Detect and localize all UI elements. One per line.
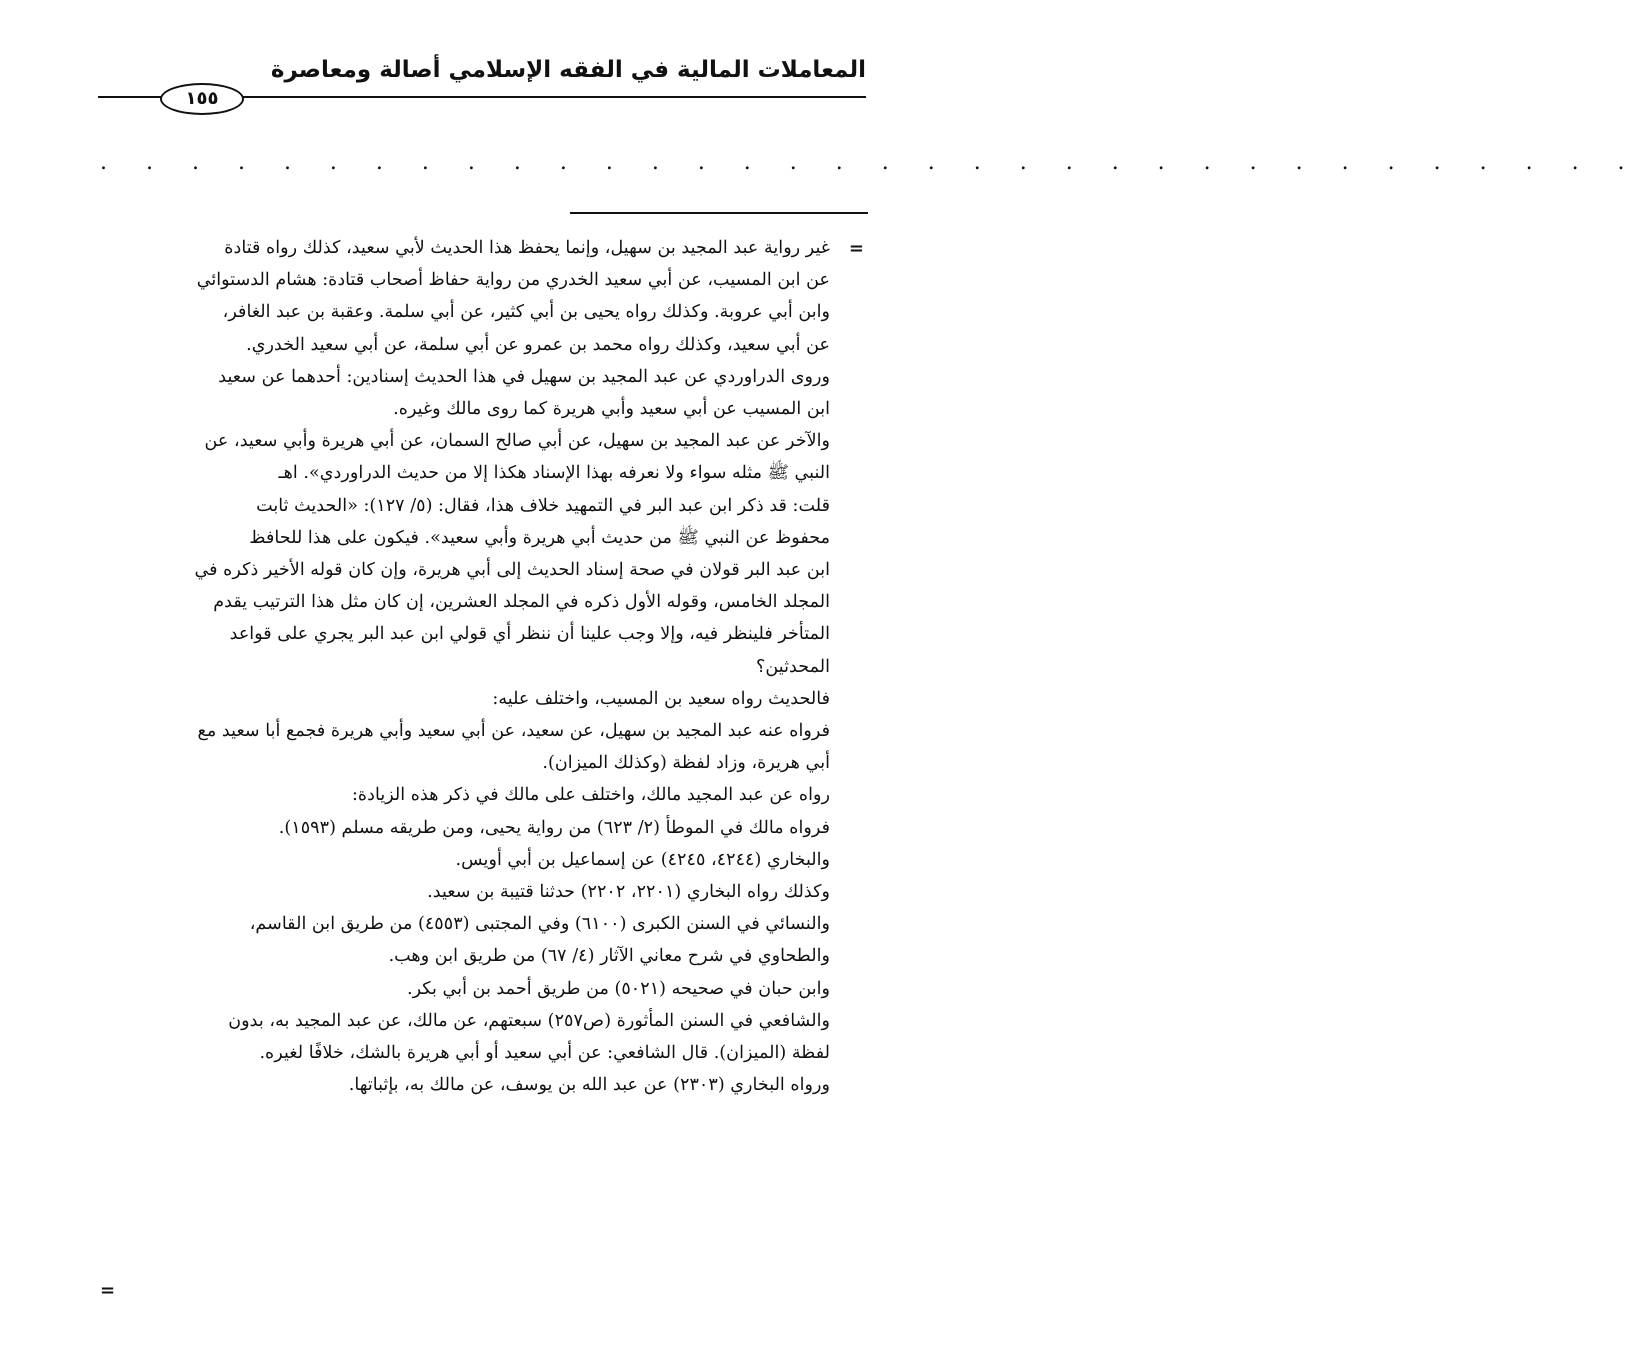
- footnote-line: لفظة (الميزان). قال الشافعي: عن أبي سعيد أو أبي هريرة بالشك، خلافًا لغيره.: [259, 1043, 830, 1064]
- footnote-continuation-mark-bottom: =: [100, 1280, 116, 1301]
- footnote-line: أبي هريرة، وزاد لفظة (وكذلك الميزان).: [542, 753, 830, 774]
- running-header-title: المعاملات المالية في الفقه الإسلامي أصالة ومعاصرة: [270, 57, 866, 83]
- footnote-line: والبخاري (٤٢٤٤، ٤٢٤٥) عن إسماعيل بن أبي أويس.: [455, 849, 830, 870]
- footnote-line: وابن حبان في صحيحه (٥٠٢١) من طريق أحمد بن أبي بكر.: [407, 978, 830, 999]
- footnote-line: ورواه البخاري (٢٣٠٣) عن عبد الله بن يوسف، عن مالك به، بإثباتها.: [348, 1075, 830, 1096]
- footnote-line: المتأخر فلينظر فيه، وإلا وجب علينا أن ننظر أي قولي ابن عبد البر يجري على قواعد: [229, 624, 830, 645]
- footnote-line: قلت: قد ذكر ابن عبد البر في التمهيد خلاف هذا، فقال: (٥/ ١٢٧): «الحديث ثابت: [256, 495, 830, 516]
- footnote-line: غير رواية عبد المجيد بن سهيل، وإنما يحفظ هذا الحديث لأبي سعيد، كذلك رواه قتادة: [224, 238, 830, 258]
- footnote-line: والآخر عن عبد المجيد بن سهيل، عن أبي صالح السمان، عن أبي هريرة وأبي سعيد، عن: [204, 431, 830, 452]
- footnote-line: رواه عن عبد المجيد مالك، واختلف على مالك في ذكر هذه الزيادة:: [351, 785, 830, 806]
- footnote-line: والطحاوي في شرح معاني الآثار (٤/ ٦٧) من طريق ابن وهب.: [388, 946, 830, 967]
- footnote-line: وابن أبي عروبة. وكذلك رواه يحيى بن أبي كثير، عن أبي سلمة. وعقبة بن عبد الغافر،: [222, 302, 830, 323]
- footnote-line: المجلد الخامس، وقوله الأول ذكره في المجلد العشرين، إن كان مثل هذا الترتيب يقدم: [213, 592, 830, 613]
- footnote-line: محفوظ عن النبي ﷺ من حديث أبي هريرة وأبي سعيد». فيكون على هذا للحافظ: [249, 527, 830, 548]
- footnote-body: [100, 232, 830, 1101]
- footnote-line: والنسائي في السنن الكبرى (٦١٠٠) وفي المجتبى (٤٥٥٣) من طريق ابن القاسم،: [249, 914, 830, 935]
- footnote-line: النبي ﷺ مثله سواء ولا نعرفه بهذا الإسناد هكذا إلا من حديث الدراوردي». اهـ: [278, 463, 830, 484]
- footnote-line: ابن عبد البر قولان في صحة إسناد الحديث إلى أبي هريرة، وإن كان قوله الأخير ذكره في: [194, 560, 830, 581]
- footnote-line: عن أبي سعيد، وكذلك رواه محمد بن عمرو عن أبي سلمة، عن أبي سعيد الخدري.: [246, 334, 830, 355]
- footnote-continuation-mark-top: =: [848, 238, 864, 259]
- footnote-line: وكذلك رواه البخاري (٢٢٠١، ٢٢٠٢) حدثنا قتيبة بن سعيد.: [427, 882, 830, 903]
- footnote-line: والشافعي في السنن المأثورة (ص٢٥٧) سبعتهم، عن مالك، عن عبد المجيد به، بدون: [228, 1010, 830, 1031]
- footnote-line: فالحديث رواه سعيد بن المسيب، واختلف عليه:: [492, 688, 830, 709]
- footnote-line: فرواه عنه عبد المجيد بن سهيل، عن سعيد، عن أبي سعيد وأبي هريرة فجمع أبا سعيد مع: [197, 721, 830, 742]
- footnote-line: ابن المسيب عن أبي سعيد وأبي هريرة كما روى مالك وغيره.: [393, 399, 830, 420]
- footnote-line: وروى الدراوردي عن عبد المجيد بن سهيل في هذا الحديث إسنادين: أحدهما عن سعيد: [218, 366, 830, 387]
- footnote-line: فرواه مالك في الموطأ (٢/ ٦٢٣) من رواية يحيى، ومن طريقه مسلم (١٥٩٣).: [278, 817, 830, 838]
- section-separator-dots: . . . . . . . . . . . . . . . . . . . . . . . . . . . . . . . . . .: [100, 150, 1641, 175]
- footnote-rule: [570, 212, 868, 214]
- page-number: ١٥٥: [160, 83, 244, 115]
- footnote-line: عن ابن المسيب، عن أبي سعيد الخدري من رواية حفاظ أصحاب قتادة: هشام الدستوائي: [196, 270, 830, 291]
- footnote-line: المحدثين؟: [756, 656, 830, 677]
